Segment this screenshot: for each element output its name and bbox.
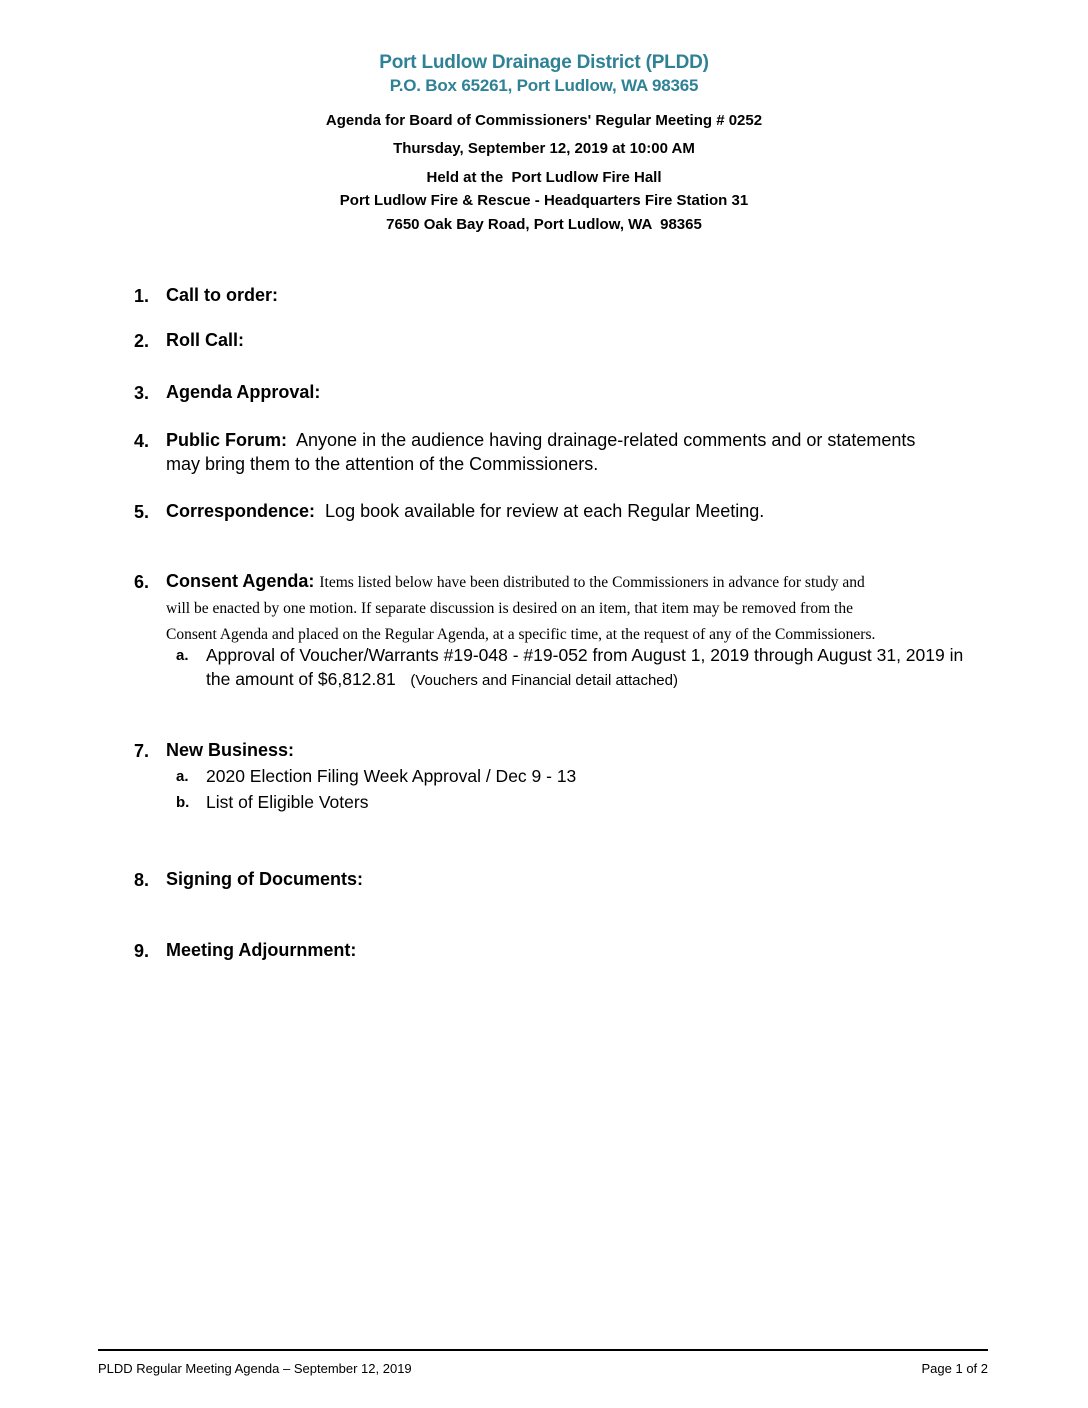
sub-item-text-cont: the amount of $6,812.81 <box>206 669 396 689</box>
sub-item-text: List of Eligible Voters <box>206 792 369 812</box>
org-address: P.O. Box 65261, Port Ludlow, WA 98365 <box>389 76 699 95</box>
item-label: Agenda Approval: <box>166 382 321 402</box>
item-description-cont: may bring them to the attention of the Commissioners. <box>166 454 599 474</box>
item-number: 2. <box>134 331 150 351</box>
item-number: 3. <box>134 383 150 403</box>
sub-item-text: 2020 Election Filing Week Approval / Dec 9 - 13 <box>206 766 577 786</box>
org-name: Port Ludlow Drainage District (PLDD) <box>379 52 709 73</box>
item-description-cont: will be enacted by one motion. If separate discussion is desired on an item, that item may be removed from the <box>166 600 853 617</box>
agenda-title: Agenda for Board of Commissioners' Regular Meeting # 0252 <box>325 112 763 129</box>
item-label: Public Forum: <box>166 430 287 450</box>
item-number: 5. <box>134 502 150 522</box>
page-number: Page 1 of 2 <box>921 1361 988 1376</box>
footer-title: PLDD Regular Meeting Agenda – September 12, 2019 <box>98 1361 412 1376</box>
item-label: Call to order: <box>166 285 279 305</box>
item-label: Signing of Documents: <box>166 869 363 889</box>
item-label: Roll Call: <box>166 330 245 350</box>
item-label: Correspondence: <box>166 501 316 521</box>
item-number: 6. <box>134 572 150 592</box>
item-number: 4. <box>134 431 150 451</box>
sub-item-note: (Vouchers and Financial detail attached) <box>410 672 678 689</box>
item-description: Items listed below have been distributed to the Commissioners in advance for study and <box>319 574 865 591</box>
sub-item-letter: b. <box>176 794 190 811</box>
item-label: New Business: <box>166 740 295 760</box>
item-number: 8. <box>134 870 150 890</box>
item-description: Anyone in the audience having drainage-related comments and or statements <box>296 430 916 450</box>
item-number: 7. <box>134 741 150 761</box>
venue-address: 7650 Oak Bay Road, Port Ludlow, WA 98365 <box>386 216 702 233</box>
sub-item-text: Approval of Voucher/Warrants #19-048 - #19-052 from August 1, 2019 through August 31, 2019 in <box>206 645 964 665</box>
footer-divider <box>98 1349 988 1351</box>
item-label: Consent Agenda: <box>166 571 315 591</box>
sub-item-letter: a. <box>176 768 189 785</box>
item-label: Meeting Adjournment: <box>166 940 357 960</box>
venue: Port Ludlow Fire & Rescue - Headquarters Fire Station 31 <box>339 192 749 209</box>
held-at: Held at the Port Ludlow Fire Hall <box>426 169 662 186</box>
item-number: 1. <box>134 286 150 306</box>
item-number: 9. <box>134 941 150 961</box>
item-description-cont: Consent Agenda and placed on the Regular Agenda, at a specific time, at the request of any of the Commissioners. <box>166 626 876 643</box>
meeting-datetime: Thursday, September 12, 2019 at 10:00 AM <box>393 140 695 157</box>
item-description: Log book available for review at each Regular Meeting. <box>325 501 765 521</box>
sub-item-letter: a. <box>176 647 189 664</box>
